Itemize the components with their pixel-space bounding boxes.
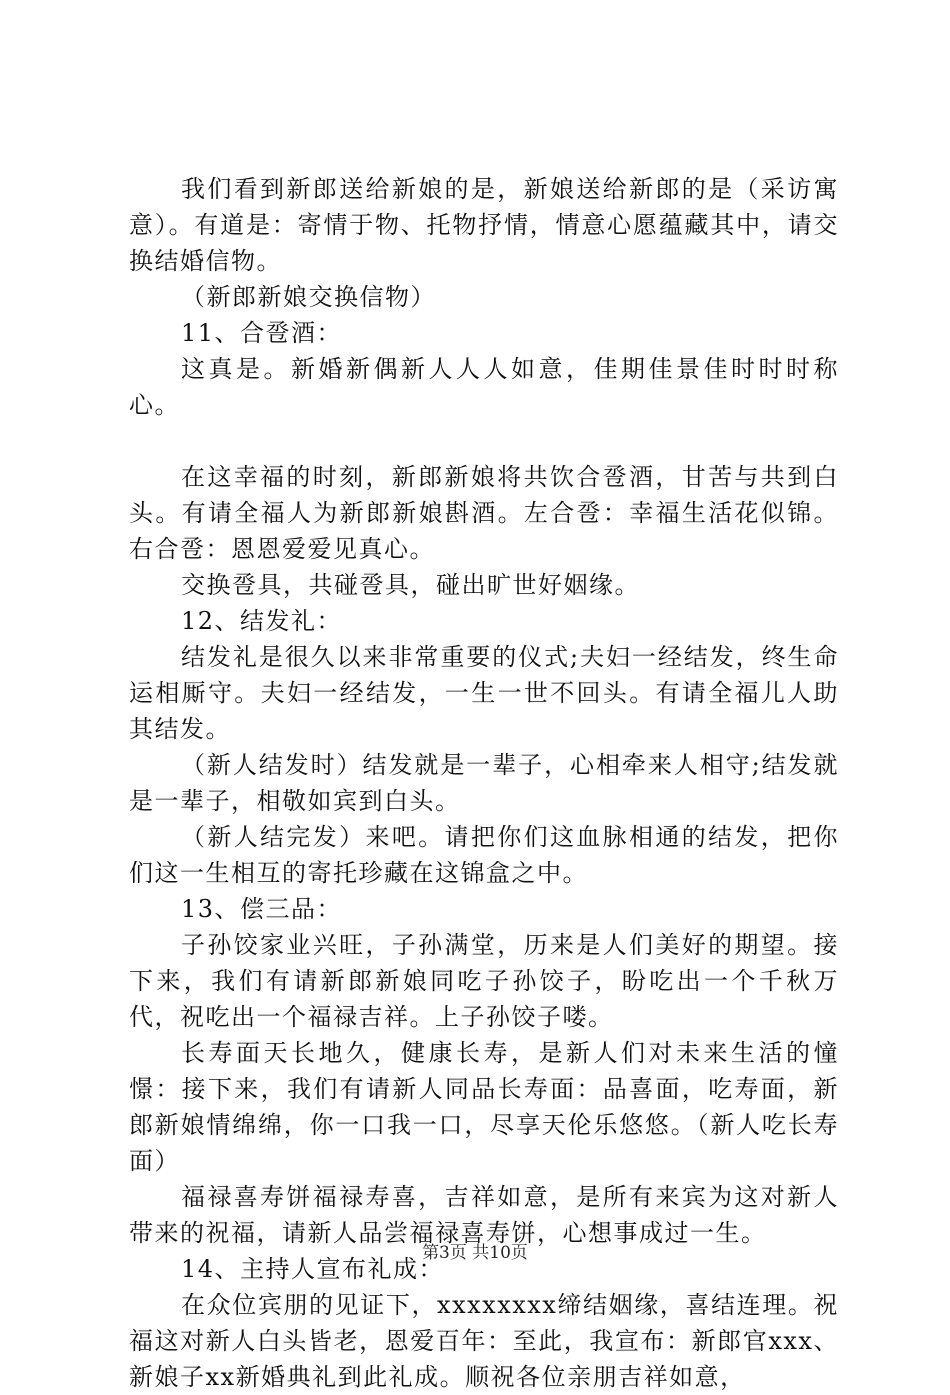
section-heading: 14、主持人宣布礼成： [181, 1255, 445, 1283]
blank-line [129, 423, 839, 459]
paragraph: （新人结完发）来吧。请把你们这血脉相通的结发，把你们这一生相互的寄托珍藏在这锦盒之中。 [129, 823, 839, 887]
section-heading: 13、偿三品： [181, 895, 343, 923]
paragraph: 交换卺具，共碰卺具，碰出旷世好姻缘。 [181, 571, 640, 599]
section-heading: 12、结发礼： [181, 607, 343, 635]
paragraph: 结发礼是很久以来非常重要的仪式;夫妇一经结发，终生命运相厮守。夫妇一经结发，一生一世不回头。有请全福儿人助其结发。 [129, 643, 839, 743]
paragraph: 长寿面天长地久，健康长寿，是新人们对未来生活的憧憬：接下来，我们有请新人同品长寿面：品喜面，吃寿面，新郎新娘情绵绵，你一口我一口，尽享天伦乐悠悠。（新人吃长寿面） [129, 1039, 839, 1175]
paragraph: 在这幸福的时刻，新郎新娘将共饮合卺酒，甘苦与共到白头。有请全福人为新郎新娘斟酒。左合卺：幸福生活花似锦。右合卺：恩恩爱爱见真心。 [129, 463, 839, 563]
paragraph: 我们看到新郎送给新娘的是，新娘送给新郎的是（采访寓意）。有道是：寄情于物、托物抒情，情意心愿蕴藏其中，请交换结婚信物。 [129, 175, 839, 275]
page-number-footer: 第3页 共10页 [422, 1243, 528, 1263]
paragraph: 福禄喜寿饼福禄寿喜，吉祥如意，是所有来宾为这对新人带来的祝福，请新人品尝福禄喜寿饼，心想事成过一生。 [129, 1183, 839, 1247]
paragraph: 子孙饺家业兴旺，子孙满堂，历来是人们美好的期望。接下来，我们有请新郎新娘同吃子孙饺子，盼吃出一个千秋万代，祝吃出一个福禄吉祥。上子孙饺子喽。 [129, 931, 839, 1031]
paragraph: 在众位宾朋的见证下，xxxxxxxx缔结姻缘，喜结连理。祝福这对新人白头皆老，恩爱百年：至此，我宣布：新郎官xxx、新娘子xx新婚典礼到此礼成。顺祝各位亲朋吉祥如意， [129, 1291, 839, 1391]
paragraph: （新人结发时）结发就是一辈子，心相牵来人相守;结发就是一辈子，相敬如宾到白头。 [129, 751, 839, 815]
document-body [129, 171, 839, 1395]
section-heading: 11、合卺酒： [181, 319, 343, 347]
paragraph: （新郎新娘交换信物） [181, 283, 436, 311]
paragraph: 这真是。新婚新偶新人人人如意，佳期佳景佳时时时称心。 [129, 355, 839, 419]
